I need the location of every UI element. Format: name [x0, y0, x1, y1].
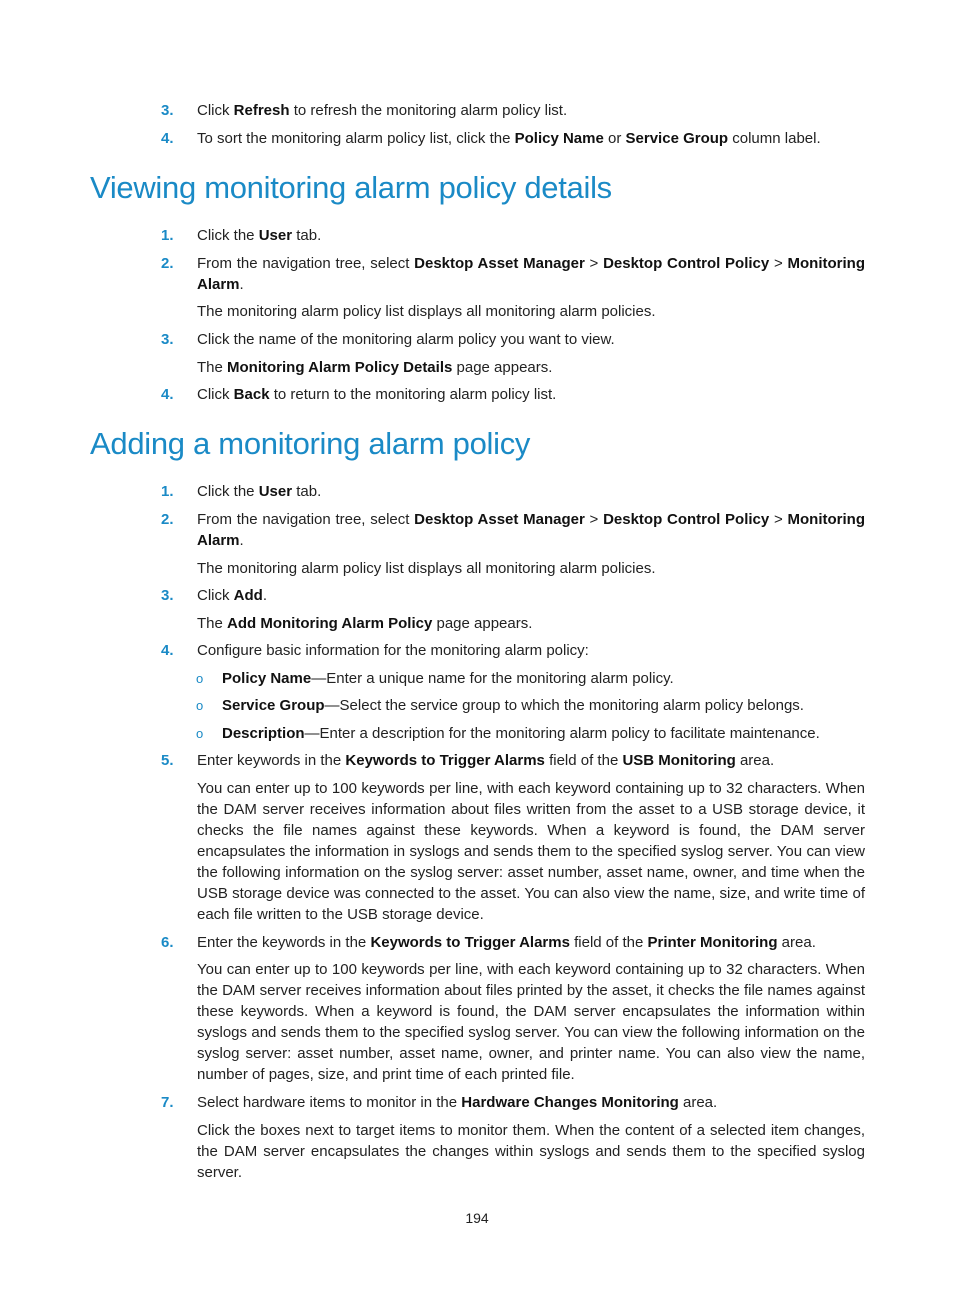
- step-number: 4.: [161, 386, 174, 403]
- step-number: 6.: [161, 934, 174, 951]
- section-heading-adding: Adding a monitoring alarm policy: [90, 426, 531, 461]
- step-number: 3.: [161, 102, 174, 119]
- step-text: Click the User tab.: [197, 483, 322, 500]
- step-text: From the navigation tree, select Desktop Asset Manager > Desktop Control Policy > Monitoring Alarm.: [197, 511, 865, 549]
- view-step-2-note: The monitoring alarm policy list displays all monitoring alarm policies.: [197, 303, 656, 320]
- step-number: 4.: [161, 642, 174, 659]
- add-step-7-note: Click the boxes next to target items to monitor them. When the content of a selected item changes, the DAM server encapsulates the changes within syslogs and sends them to the specified syslog server.: [197, 1122, 865, 1181]
- step-text: Click the User tab.: [197, 227, 322, 244]
- step-text: To sort the monitoring alarm policy list, click the Policy Name or Service Group column label.: [197, 130, 821, 147]
- bullet-circle-icon: o: [196, 671, 204, 686]
- add-step-5-note: You can enter up to 100 keywords per line, with each keyword containing up to 32 characters. When the DAM server receives information about files written from the asset to a USB storage device, it checks the file names against these keywords. When a keyword is found, the DAM server encapsulates the information in syslogs and sends them to the specified syslog server. You can view the following information on the syslog server: asset number, asset name, owner, and time when the USB storage device was connected to the asset. You can also view the name, size, and write time of each file written to the USB storage device.: [197, 780, 865, 923]
- step-number: 2.: [161, 511, 174, 528]
- bullet-text: Policy Name—Enter a unique name for the monitoring alarm policy.: [222, 670, 674, 687]
- add-step-6-note: You can enter up to 100 keywords per line, with each keyword containing up to 32 characters. When the DAM server receives information about files printed by the asset, it checks the file names against these keywords. When a keyword is found, the DAM server encapsulates the information within syslogs and sends them to the specified syslog server. You can view the following information on the syslog server: asset number, asset name, owner, and printer name. You can also view the name, number of pages, size, and print time of each printed file.: [197, 961, 865, 1083]
- step-text: Click Back to return to the monitoring alarm policy list.: [197, 386, 557, 403]
- step-number: 5.: [161, 752, 174, 769]
- step-number: 3.: [161, 331, 174, 348]
- section-heading-viewing: Viewing monitoring alarm policy details: [90, 170, 612, 205]
- step-number: 3.: [161, 587, 174, 604]
- step-text: Click Refresh to refresh the monitoring alarm policy list.: [197, 102, 568, 119]
- step-text: Click the name of the monitoring alarm policy you want to view.: [197, 331, 615, 348]
- step-text: From the navigation tree, select Desktop Asset Manager > Desktop Control Policy > Monitoring Alarm.: [197, 255, 865, 293]
- page-number: 194: [465, 1210, 489, 1226]
- bullet-text: Service Group—Select the service group to which the monitoring alarm policy belongs.: [222, 697, 804, 714]
- step-text: Enter keywords in the Keywords to Trigger Alarms field of the USB Monitoring area.: [197, 752, 775, 769]
- bullet-text: Description—Enter a description for the monitoring alarm policy to facilitate maintenance.: [222, 725, 820, 742]
- step-number: 1.: [161, 483, 174, 500]
- step-text: Enter the keywords in the Keywords to Trigger Alarms field of the Printer Monitoring area.: [197, 934, 816, 951]
- add-step-3-note: The Add Monitoring Alarm Policy page appears.: [197, 615, 533, 632]
- step-number: 4.: [161, 130, 174, 147]
- bullet-circle-icon: o: [196, 726, 204, 741]
- step-number: 2.: [161, 255, 174, 272]
- step-number: 1.: [161, 227, 174, 244]
- bullet-circle-icon: o: [196, 698, 204, 713]
- step-text: Select hardware items to monitor in the Hardware Changes Monitoring area.: [197, 1094, 718, 1111]
- step-number: 7.: [161, 1094, 174, 1111]
- view-step-3-note: The Monitoring Alarm Policy Details page appears.: [197, 359, 553, 376]
- step-text: Click Add.: [197, 587, 268, 604]
- add-step-2-note: The monitoring alarm policy list displays all monitoring alarm policies.: [197, 560, 656, 577]
- step-text: Configure basic information for the monitoring alarm policy:: [197, 642, 589, 659]
